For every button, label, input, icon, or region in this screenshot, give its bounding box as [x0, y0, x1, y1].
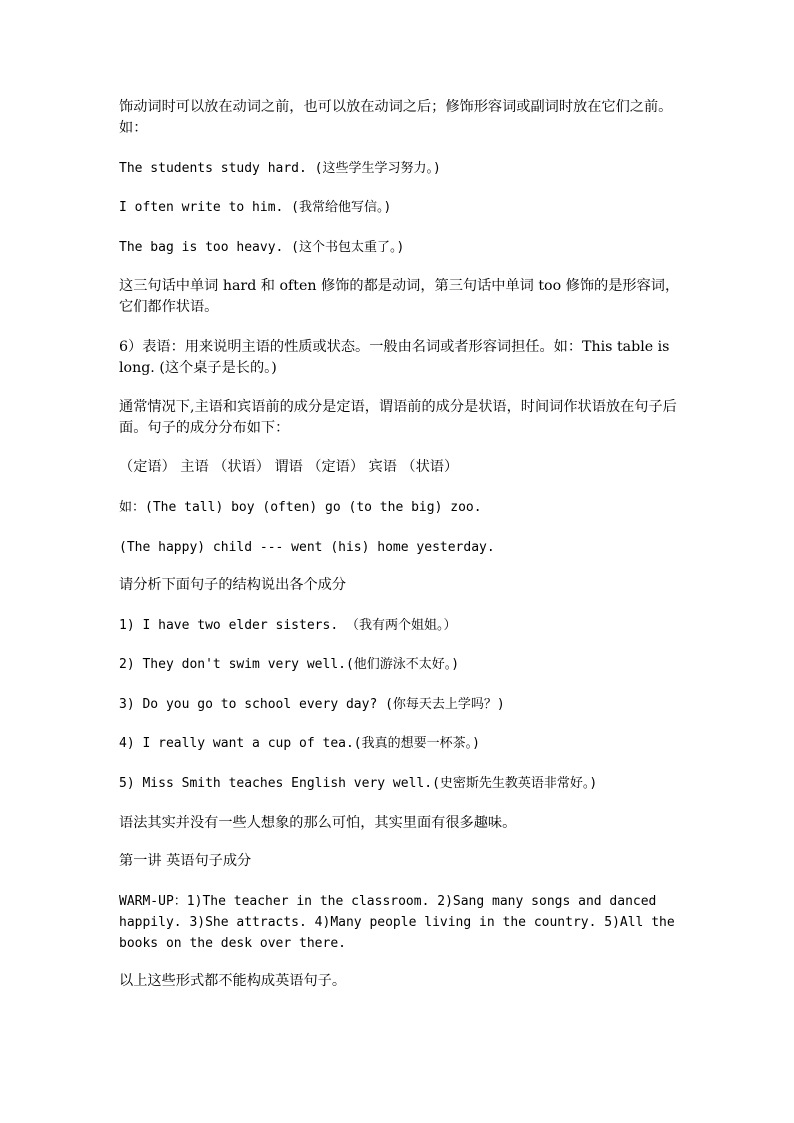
exercise-item-5: 5) Miss Smith teaches English very well.(史密斯先生教英语非常好。) — [119, 776, 598, 791]
paragraph-adverbial-explanation: 这三句话中单词 hard 和 often 修饰的都是动词，第三句话中单词 too 修饰的是形容词，它们都作状语。 — [119, 278, 680, 315]
exercise-item-2: 2) They don't swim very well.(他们游泳不太好。) — [119, 657, 460, 672]
exercise-instruction: 请分析下面句子的结构说出各个成分 — [119, 577, 347, 593]
structure-example-1: 如：(The tall) boy (often) go (to the big) zoo. — [119, 500, 482, 515]
example-sentence-3: The bag is too heavy. (这个书包太重了。) — [119, 240, 405, 255]
structure-example-2: (The happy) child --- went (his) home yesterday. — [119, 540, 495, 555]
example-sentence-2: I often write to him. (我常给他写信。) — [119, 200, 392, 215]
exercise-item-4: 4) I really want a cup of tea.(我真的想要一杯茶。) — [119, 736, 480, 751]
paragraph-predicative: 6）表语：用来说明主语的性质或状态。一般由名词或者形容词担任。如：This table is long. (这个桌子是长的。) — [119, 339, 674, 376]
exercise-item-1: 1) I have two elder sisters. （我有两个姐姐。） — [119, 618, 457, 633]
exercise-item-3: 3) Do you go to school every day? (你每天去上学吗？) — [119, 697, 505, 712]
sentence-structure-pattern: （定语） 主语 （状语） 谓语 （定语） 宾语 （状语） — [119, 459, 459, 475]
paragraph-adverb-position: 饰动词时可以放在动词之前，也可以放在动词之后；修饰形容词或副词时放在它们之前。如： — [119, 99, 673, 136]
lesson-heading: 第一讲 英语句子成分 — [119, 853, 252, 869]
paragraph-grammar-interest: 语法其实并没有一些人想象的那么可怕，其实里面有很多趣味。 — [119, 815, 517, 831]
warm-up-paragraph: WARM-UP：1)The teacher in the classroom. 2)Sang many songs and danced happily. 3)She attracts. 4)Many people living in the country. 5)All the books on the desk over there. — [119, 894, 683, 951]
paragraph-conclusion: 以上这些形式都不能构成英语句子。 — [119, 973, 347, 989]
paragraph-general-rule: 通常情况下,主语和宾语前的成分是定语，谓语前的成分是状语，时间词作状语放在句子后面。句子的成分分布如下： — [119, 399, 677, 436]
example-sentence-1: The students study hard. (这些学生学习努力。) — [119, 161, 441, 176]
